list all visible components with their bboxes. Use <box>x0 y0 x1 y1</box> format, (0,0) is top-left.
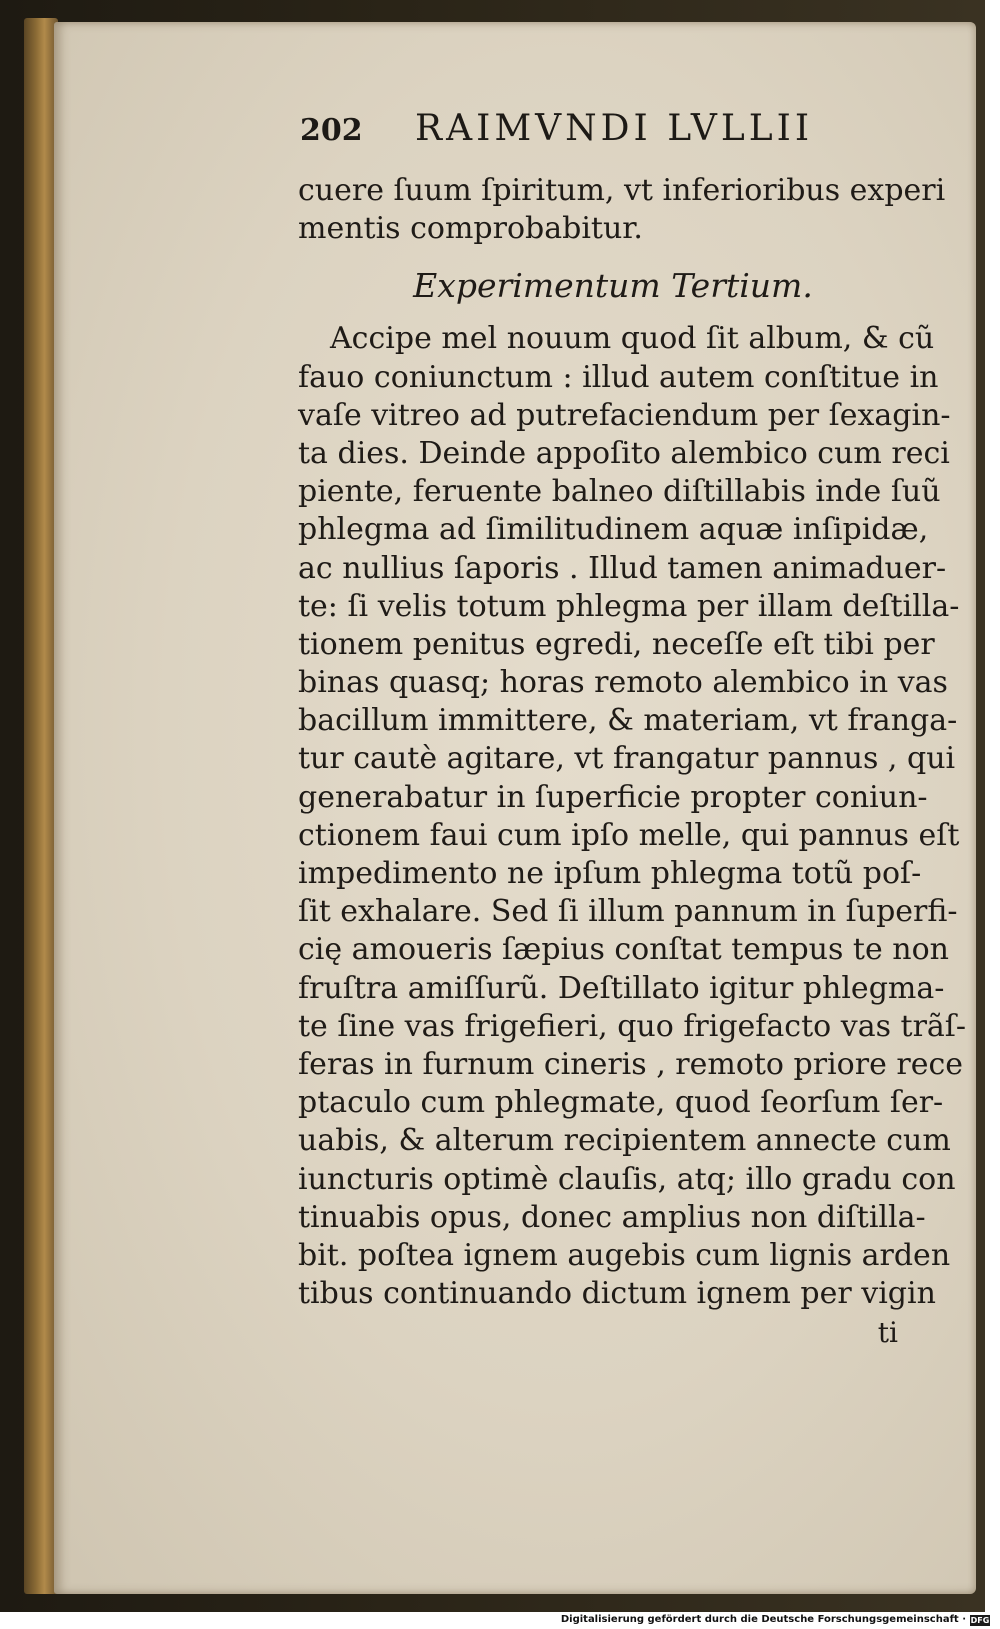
text-line: bit. poſtea ignem augebis cum lignis arden <box>298 1237 951 1273</box>
text-line: ta dies. Deinde appoſito alembico cum reci <box>298 435 950 471</box>
text-line: feras in furnum cineris , remoto priore rece <box>298 1046 964 1082</box>
text-line: fauo coniunctum : illud autem conſtitue in <box>298 359 939 395</box>
text-line: ctionem faui cum ipſo melle, qui pannus eſt <box>298 817 960 853</box>
text-line: tionem penitus egredi, neceſſe eſt tibi per <box>298 626 935 662</box>
text-line: fruſtra amiſſurũ. Deſtillato igitur phlegma- <box>298 970 945 1006</box>
text-line: tibus continuando dictum ignem per vigin <box>298 1276 936 1312</box>
text-line: ptaculo cum phlegmate, quod ſeorſum ſer- <box>298 1085 944 1121</box>
text-line: binas quasq; horas remoto alembico in vas <box>298 665 948 701</box>
text-line: uabis, & alterum recipientem annecte cum <box>298 1123 951 1159</box>
text-line: te ſine vas frigefieri, quo frigefacto vas trãſ- <box>298 1008 967 1044</box>
text-line: cię amoueris ſæpius conſtat tempus te non <box>298 932 949 968</box>
text-line: vaſe vitreo ad putrefaciendum per ſexagin- <box>298 397 951 433</box>
catchword: ti <box>877 1316 898 1350</box>
text-line: Accipe mel nouum quod ſit album, & cũ <box>330 321 935 357</box>
text-line: tur cautè agitare, vt frangatur pannus , qui <box>298 741 956 777</box>
running-title: RAIMVNDI LVLLII <box>415 108 814 149</box>
text-line: ac nullius ſaporis . Illud tamen animaduer- <box>298 550 947 586</box>
text-line: impedimento ne ipſum phlegma totũ poſ- <box>298 856 922 891</box>
text-line: iuncturis optimè clauſis, atq; illo gradu con <box>298 1161 956 1197</box>
funding-credit: Digitalisierung gefördert durch die Deutsche Forschungsgemeinschaft · <box>560 1614 966 1625</box>
text-line: tinuabis opus, donec amplius non diſtilla- <box>298 1199 926 1235</box>
body-text <box>298 172 967 1353</box>
text-line: bacillum immittere, & materiam, vt franga- <box>298 703 958 739</box>
text-line: cuere ſuum ſpiritum, vt inferioribus experi <box>298 173 946 208</box>
book-spine-edge <box>24 18 58 1594</box>
text-line: mentis comprobabitur. <box>298 211 643 247</box>
page-number: 202 <box>300 113 363 148</box>
text-line: piente, feruente balneo diſtillabis inde ſuũ <box>298 474 941 510</box>
text-line: te: ſi velis totum phlegma per illam deſtilla- <box>298 588 960 624</box>
section-heading: Experimentum Tertium. <box>413 266 813 306</box>
text-line: phlegma ad ſimilitudinem aquæ inſipidæ, <box>298 512 929 548</box>
text-line: ſit exhalare. Sed ſi illum pannum in ſuperfi- <box>298 894 958 930</box>
text-line: generabatur in ſuperficie propter coniun- <box>298 779 928 815</box>
running-head <box>300 108 880 149</box>
dfg-logo-icon: DFG <box>970 1616 990 1625</box>
